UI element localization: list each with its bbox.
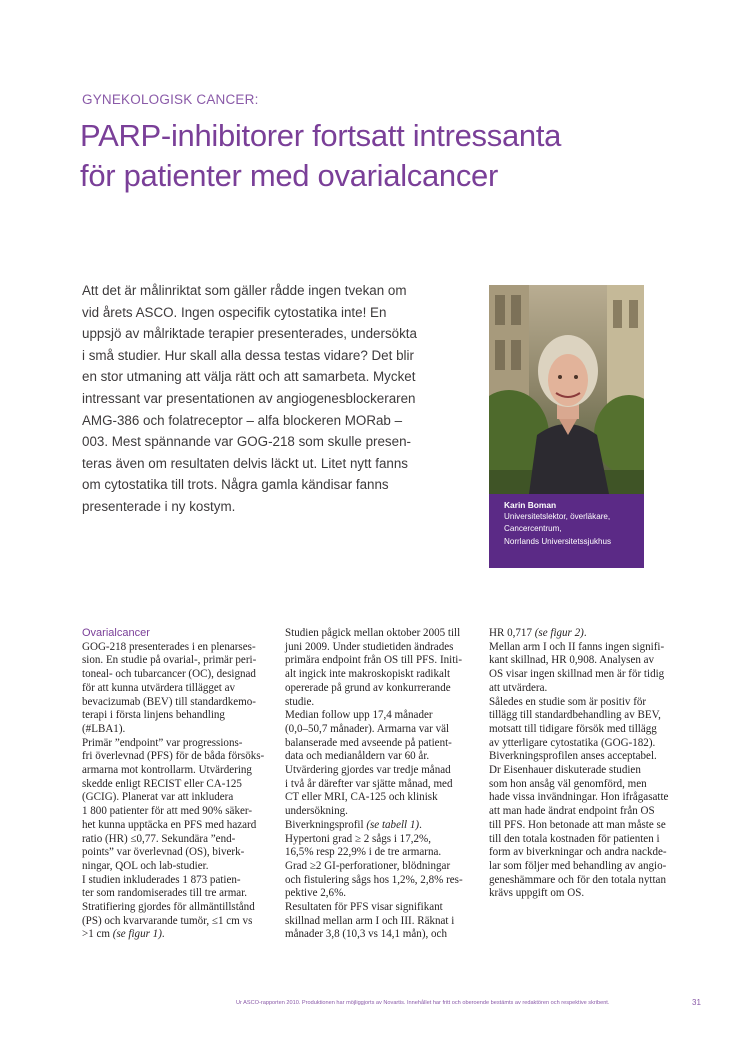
intro-line: en stor utmaning att välja rätt och att samarbeta. Mycket [82, 369, 416, 385]
body-line: Biverkningsprofil (se tabell 1). [285, 818, 422, 831]
body-line: HR 0,717 (se figur 2). [489, 627, 587, 639]
body-line: points” var överlevnad (OS), biverk- [82, 846, 245, 859]
intro-line: presenterade i ny kostym. [82, 498, 236, 514]
body-line: alt ingick inte makroskopiskt radikalt [285, 668, 451, 681]
body-line: studie. [285, 695, 315, 708]
body-line: (PS) och kvarvarande tumör, ≤1 cm vs [82, 914, 253, 927]
body-line: undersökning. [285, 805, 348, 818]
body-line: kant skillnad, HR 0,908. Analysen av [489, 654, 655, 667]
body-line: bevacizumab (BEV) till standardkemo- [82, 695, 256, 708]
body-line: till den totala kostnaden för patienten i [489, 832, 660, 845]
intro-line: i små studier. Hur skall alla dessa testas vidare? Det blir [82, 347, 414, 363]
body-line: och fistulering sågs hos 1,2%, 2,8% res- [285, 873, 463, 886]
body-line: I studien inkluderades 1 873 patien- [82, 873, 241, 886]
body-line: skedde enligt RECIST eller CA-125 [82, 777, 242, 790]
page-footer-credit: Ur ASCO-rapporten 2010. Produktionen har möjliggjorts av Novartis. Innehållet har fritt och oberoende bestämts av redaktören och respektive skribent. [236, 1000, 610, 1006]
author-role [504, 511, 644, 548]
intro-line: AMG-386 och folatreceptor – alfa blockeren MORab – [82, 412, 403, 428]
intro-line: om cytostatika till trots. Några gamla kändisar fanns [82, 477, 389, 493]
headline-line: PARP-inhibitorer fortsatt intressanta [80, 118, 562, 153]
body-line: skillnad mellan arm I och III. Räknat i [285, 914, 455, 927]
body-line: opererade på grund av konkurrerande [285, 681, 451, 694]
body-line: balanserade med avseende på patient- [285, 736, 452, 749]
body-line: för att kunna utvärdera tillägget av [82, 681, 236, 694]
body-line: form av biverkningar och andra nackde- [489, 846, 667, 859]
body-line: Resultaten för PFS visar signifikant [285, 901, 443, 914]
body-line: som hon ansåg väl genomförd, men [489, 777, 647, 790]
body-line: av ytterligare cytostatika (GOG-182). [489, 736, 656, 749]
body-line: >1 cm (se figur 1). [82, 928, 165, 941]
intro-line: teras även om resultaten delvis läckt ut. Litet nytt fanns [82, 455, 409, 471]
intro-line: intressant var presentationen av angiogenesblockeraren [82, 390, 416, 406]
body-line: terapi i första linjens behandling [82, 709, 225, 722]
author-role-line: Cancercentrum, [504, 524, 562, 534]
intro-line: uppsjö av målriktade terapier presenterades, undersökta [82, 326, 417, 342]
body-line: Mellan arm I och II fanns ingen signifi- [489, 640, 665, 653]
body-line: motsatt till tidigare försök med tillägg [489, 722, 657, 735]
page-number: 31 [692, 998, 701, 1007]
body-line: OS visar ingen skillnad men är för tidig [489, 668, 665, 681]
body-line: Median follow upp 17,4 månader [285, 709, 433, 722]
body-line: att utvärdera. [489, 681, 548, 694]
section-kicker: GYNEKOLOGISK CANCER: [82, 92, 259, 107]
body-line: Således en studie som är positiv för [489, 695, 647, 708]
body-line: 16,5% resp 22,9% i de tre armarna. [285, 846, 442, 859]
body-line: till PFS. Hon betonade att man måste se [489, 818, 666, 831]
body-line: fri överlevnad (PFS) för de båda försöks- [82, 750, 265, 763]
body-line: krävs uppgift om OS. [489, 887, 585, 900]
body-line: Utvärdering gjordes var tredje månad [285, 764, 451, 777]
headline-line: för patienter med ovarialcancer [80, 158, 499, 193]
article-headline [80, 116, 680, 196]
body-line: Grad ≥2 GI-perforationer, blödningar [285, 859, 451, 872]
author-caption [489, 494, 644, 568]
body-line: CT eller MRI, CA-125 och klinisk [285, 791, 438, 804]
body-column-2 [285, 627, 465, 942]
body-line: ter som randomiserades till tre armar. [82, 887, 248, 900]
body-line: (#LBA1). [82, 722, 126, 735]
body-line: (GCIG). Planerat var att inkludera [82, 791, 234, 804]
author-role-line: Universitetslektor, överläkare, [504, 512, 611, 521]
body-line: Stratifiering gjordes för allmäntillstånd [82, 901, 255, 914]
body-line: armarna mot kontrollarm. Utvärdering [82, 764, 252, 777]
intro-paragraph [82, 280, 432, 518]
body-line: lar som följer med behandling av angio- [489, 859, 667, 872]
intro-line: vid årets ASCO. Ingen ospecifik cytostatika inte! En [82, 304, 387, 320]
section-subhead: Ovarialcancer [82, 627, 150, 639]
body-line: (0,0–50,7 månader). Armarna var väl [285, 722, 450, 735]
body-line: toneal- och tubarcancer (OC), designad [82, 668, 256, 681]
body-line: Primär ”endpoint” var progressions- [82, 736, 243, 749]
author-name: Karin Boman [504, 500, 557, 510]
body-line: ningar, QOL och lab-studier. [82, 859, 209, 872]
body-column-3 [489, 627, 669, 901]
intro-line: 003. Mest spännande var GOG-218 som skulle presen- [82, 434, 411, 450]
body-line: i två år därefter var sjätte månad, med [285, 777, 453, 790]
body-line: data och medianåldern var 60 år. [285, 750, 430, 763]
body-line: primära endpoint från OS till PFS. Initi- [285, 654, 463, 667]
body-line: hade vissa invändningar. Hon ifrågasatte [489, 791, 669, 804]
body-column-1 [82, 627, 265, 942]
body-line: månader 3,8 (10,3 vs 14,1 mån), och [285, 928, 447, 941]
body-line: sion. En studie på ovarial-, primär peri- [82, 654, 257, 667]
body-line: geneshämmare och för den totala nyttan [489, 873, 666, 886]
body-line: Biverkningsprofilen anses acceptabel. [489, 750, 657, 763]
body-line: ratio (HR) ≤0,77. Sekundära ”end- [82, 832, 236, 845]
author-role-line: Norrlands Universitetssjukhus [504, 536, 612, 546]
body-line: tillägg till standardbehandling av BEV, [489, 709, 661, 722]
body-line: Hypertoni grad ≥ 2 sågs i 17,2%, [285, 832, 431, 845]
intro-line: Att det är målinriktat som gäller rådde ingen tvekan om [82, 283, 407, 298]
body-line: 1 800 patienter för att med 90% säker- [82, 805, 253, 818]
body-line: GOG-218 presenterades i en plenarses- [82, 640, 256, 653]
body-line: juni 2009. Under studietiden ändrades [285, 640, 454, 653]
body-line: Studien pågick mellan oktober 2005 till [285, 627, 461, 639]
body-line: Dr Eisenhauer diskuterade studien [489, 764, 641, 777]
body-line: het kunna upptäcka en PFS med hazard [82, 818, 257, 831]
author-photo [489, 285, 644, 494]
body-line: pektive 2,6%. [285, 887, 347, 900]
body-line: att man hade ändrat endpoint från OS [489, 805, 655, 818]
